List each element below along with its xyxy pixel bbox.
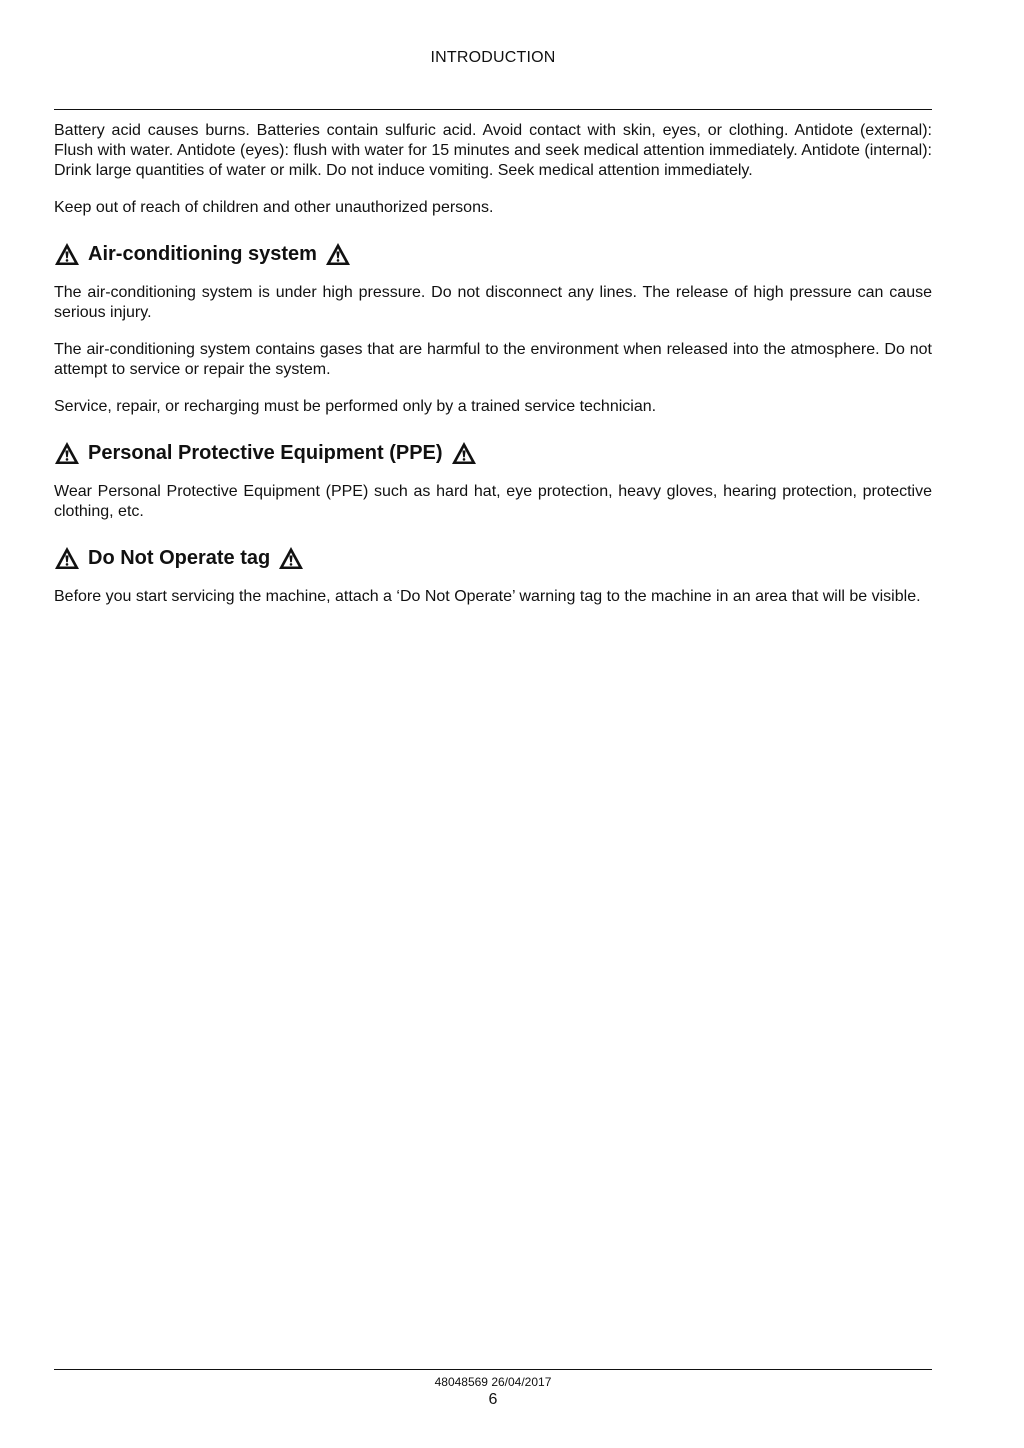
section-heading-text: Personal Protective Equipment (PPE) xyxy=(88,441,443,464)
page-header-title: INTRODUCTION xyxy=(430,49,556,66)
section-heading-air-conditioning xyxy=(54,240,932,268)
warning-triangle-icon xyxy=(451,441,477,465)
warning-triangle-icon xyxy=(325,242,351,266)
footer-divider xyxy=(54,1369,932,1370)
do-not-operate-paragraph: Before you start servicing the machine, attach a ‘Do Not Operate’ warning tag to the machine in an area that will be visible. xyxy=(54,588,921,605)
ac-gases-paragraph: The air-conditioning system contains gases that are harmful to the environment when released into the atmosphere. Do not attempt to service or repair the system. xyxy=(54,341,932,378)
battery-acid-paragraph: Battery acid causes burns. Batteries contain sulfuric acid. Avoid contact with skin, eyes, or clothing. Antidote (external): Flush with water. Antidote (eyes): flush with water for 15 minutes and seek medical attention immediately. Antidote (internal): Drink large quantities of water or milk. Do not induce vomiting. Seek medical attention immediately. xyxy=(54,122,932,179)
warning-triangle-icon xyxy=(54,242,80,266)
section-heading-ppe xyxy=(54,439,932,467)
ac-pressure-paragraph: The air-conditioning system is under high pressure. Do not disconnect any lines. The release of high pressure can cause serious injury. xyxy=(54,284,932,321)
warning-triangle-icon xyxy=(54,441,80,465)
warning-triangle-icon xyxy=(54,546,80,570)
ac-service-paragraph: Service, repair, or recharging must be performed only by a trained service technician. xyxy=(54,398,657,415)
section-heading-text: Air-conditioning system xyxy=(88,242,317,265)
keep-out-paragraph: Keep out of reach of children and other unauthorized persons. xyxy=(54,199,494,216)
warning-triangle-icon xyxy=(278,546,304,570)
page-content xyxy=(54,121,932,624)
section-heading-text: Do Not Operate tag xyxy=(88,546,271,569)
ppe-paragraph: Wear Personal Protective Equipment (PPE) such as hard hat, eye protection, heavy gloves, hearing protection, protective clothing, etc. xyxy=(54,483,932,520)
header-divider xyxy=(54,109,932,110)
section-heading-do-not-operate xyxy=(54,544,932,572)
page-number: 6 xyxy=(488,1391,498,1408)
footer-document-id: 48048569 26/04/2017 xyxy=(434,1375,552,1389)
